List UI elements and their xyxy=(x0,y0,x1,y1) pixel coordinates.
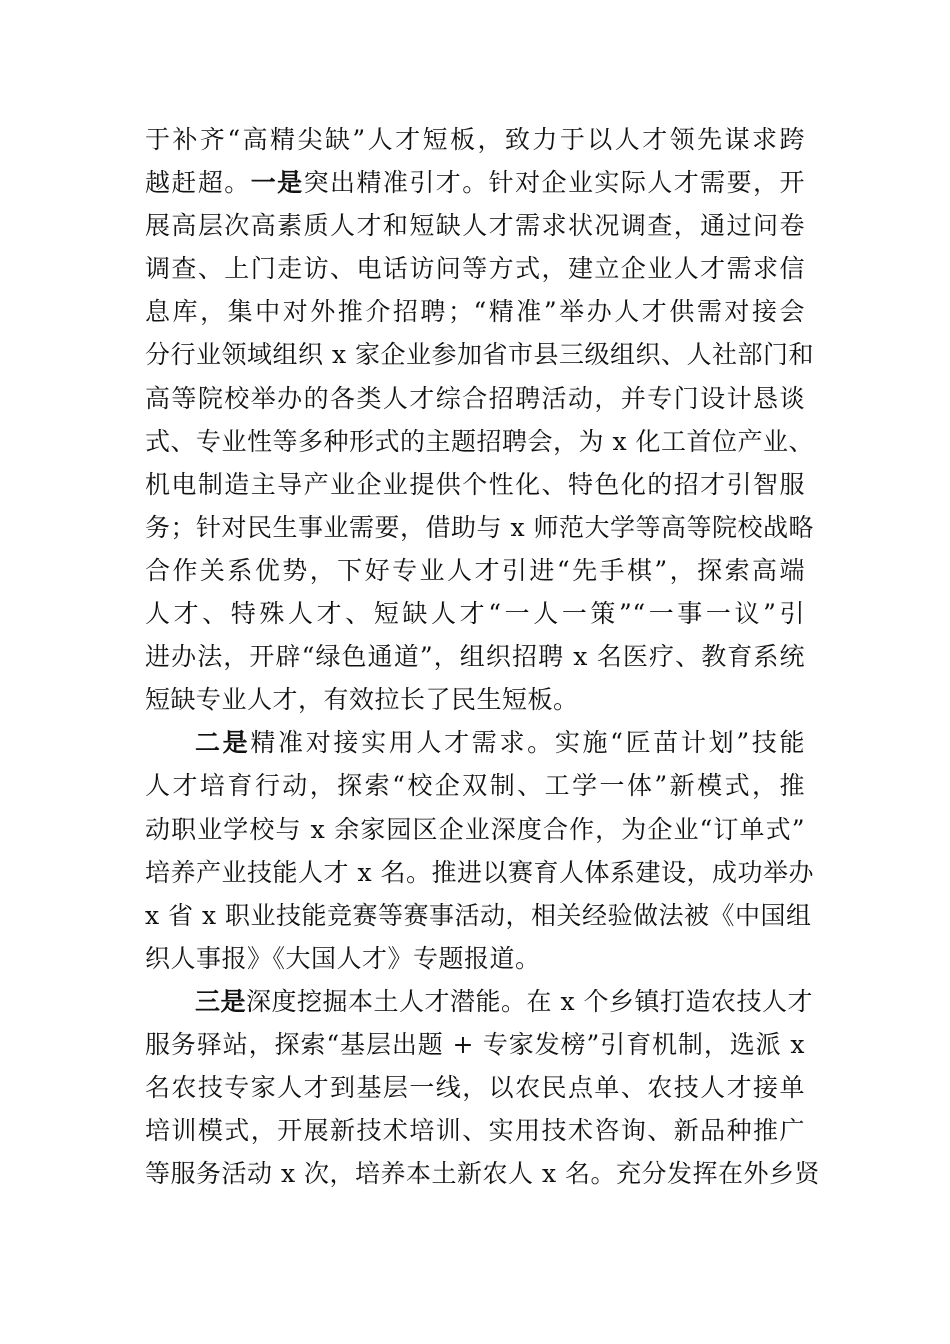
text-line xyxy=(145,161,805,204)
text-line: 式、专业性等多种形式的主题招聘会，为 x 化工首位产业、 xyxy=(145,426,814,456)
text-line: 人才、特殊人才、短缺人才“一人一策”“一事一议”引 xyxy=(145,599,805,629)
text-segment: 深度挖掘本土人才潜能。在 x 个乡镇打造农技人才 xyxy=(246,986,814,1016)
text-line xyxy=(145,980,814,1023)
bold-lead-yishi: 一是 xyxy=(250,168,304,198)
text-line: 调查、上门走访、电话访问等方式，建立企业人才需求信 xyxy=(145,254,805,284)
text-line: 服务驿站，探索“基层出题 + 专家发榜”引育机制，选派 x xyxy=(145,1029,805,1059)
text-line: 高等院校举办的各类人才综合招聘活动，并专门设计恳谈 xyxy=(145,383,805,413)
text-line: 培养产业技能人才 x 名。推进以赛育人体系建设，成功举办 xyxy=(145,857,814,887)
text-line: 织人事报》《大国人才》专题报道。 xyxy=(145,943,541,973)
text-line: 动职业学校与 x 余家园区企业深度合作，为企业“订单式” xyxy=(145,814,805,844)
text-line: 短缺专业人才，有效拉长了民生短板。 xyxy=(145,685,579,715)
text-line xyxy=(145,721,805,764)
text-segment: 突出精准引才。针对企业实际人才需要，开 xyxy=(303,168,805,198)
text-segment: 精准对接实用人才需求。实施“匠苗计划”技能 xyxy=(250,728,805,758)
text-line: 人才培育行动，探索“校企双制、工学一体”新模式，推 xyxy=(145,771,805,801)
text-line: 名农技专家人才到基层一线，以农民点单、农技人才接单 xyxy=(145,1073,805,1103)
document-body xyxy=(145,118,820,1195)
text-line: 等服务活动 x 次，培养本土新农人 x 名。充分发挥在外乡贤 xyxy=(145,1159,820,1189)
text-segment: 越赶超。 xyxy=(145,168,251,198)
text-line: 分行业领域组织 x 家企业参加省市县三级组织、人社部门和 xyxy=(145,340,814,370)
text-line: 于补齐“高精尖缺”人才短板，致力于以人才领先谋求跨 xyxy=(145,125,805,154)
text-line: 务；针对民生事业需要，借助与 x 师范大学等高等院校战略 xyxy=(145,512,814,542)
bold-lead-ershi: 二是 xyxy=(195,728,251,758)
text-line: 机电制造主导产业企业提供个性化、特色化的招才引智服 xyxy=(145,469,805,499)
text-line: 进办法，开辟“绿色通道”，组织招聘 x 名医疗、教育系统 xyxy=(145,642,805,672)
text-line: 展高层次高素质人才和短缺人才需求状况调查，通过问卷 xyxy=(145,211,805,241)
bold-lead-sanshi: 三是 xyxy=(195,986,247,1016)
text-line: x 省 x 职业技能竞赛等赛事活动，相关经验做法被《中国组 xyxy=(145,900,812,930)
text-line: 息库，集中对外推介招聘；“精准”举办人才供需对接会 xyxy=(145,297,805,327)
text-line: 培训模式，开展新技术培训、实用技术咨询、新品种推广 xyxy=(145,1116,805,1146)
text-line: 合作关系优势，下好专业人才引进“先手棋”，探索高端 xyxy=(145,555,805,585)
